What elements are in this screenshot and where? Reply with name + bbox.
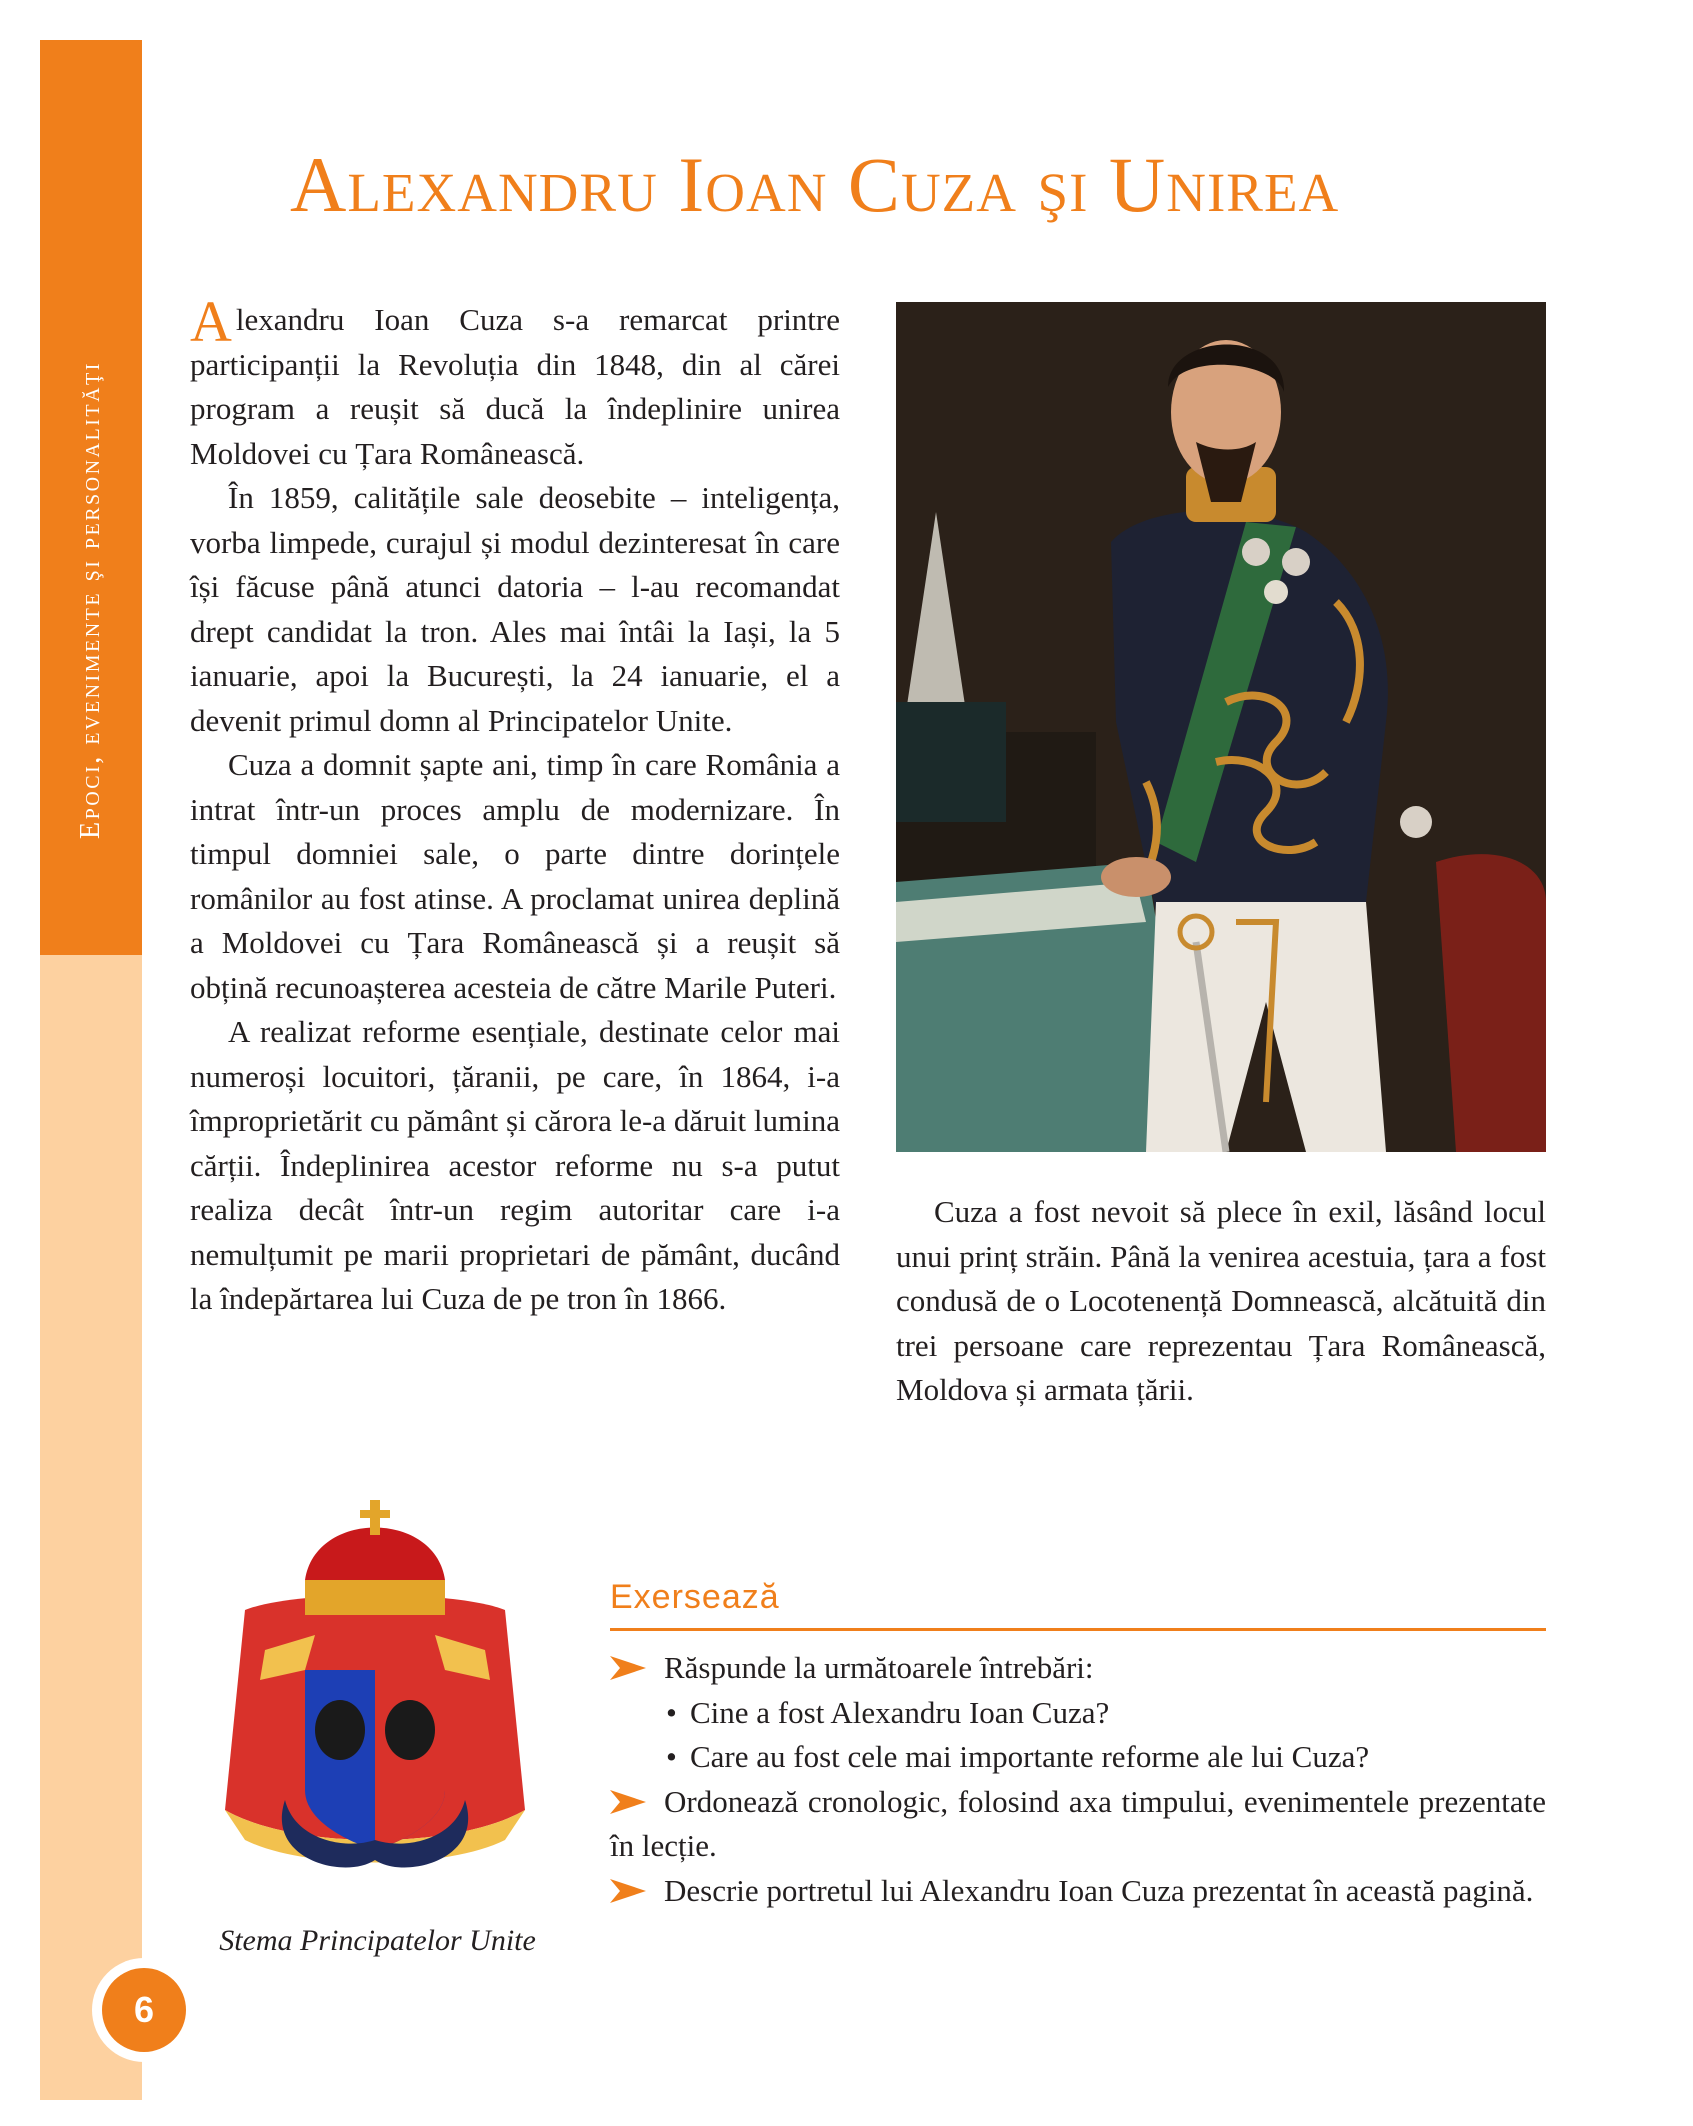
portrait-illustration [896, 302, 1546, 1152]
exercise-divider [610, 1628, 1546, 1631]
exercise-item-1 [610, 1646, 1546, 1691]
exercise-list [610, 1646, 1546, 1913]
sidebar-light [40, 955, 142, 2100]
coat-of-arms-illustration [205, 1500, 545, 1910]
question-2-text: Care au fost cele mai importante reforme ale lui Cuza? [690, 1739, 1370, 1774]
paragraph-4: A realizat reforme esențiale, destinate celor mai numeroși locuitori, țăranii, pe care, în 1864, i-a împroprietărit cu pământ și cărora le-a dăruit lumina cărții. Îndeplinirea acestor reforme nu s-a putut realiza decât într-un regim autoritar care i-a nemulțumit pe marii proprietari de pământ, ducând la îndepărtarea lui Cuza de pe tron în 1866. [190, 1014, 840, 1316]
arrow-bullet-icon [610, 1790, 646, 1814]
drop-cap: A [190, 289, 232, 354]
page-title: Alexandru Ioan Cuza şi Unirea [290, 141, 1340, 228]
exercise-item-1-text: Răspunde la următoarele întrebări: [664, 1650, 1094, 1685]
paragraph-2: În 1859, calitățile sale deosebite – inteligența, vorba limpede, curajul și modul dezinteresat în care își făcuse până atunci datoria – l-au recomandat drept candidat la tron. Ales mai întâi la Iași, la 5 ianuarie, apoi la București, la 24 ianuarie, el a devenit primul domn al Principatelor Unite. [190, 480, 840, 738]
paragraph-5: Cuza a fost nevoit să plece în exil, lăsând locul unui prinț străin. Până la venirea acestuia, țara a fost condusă de o Locotenență Domnească, alcătuită din trei persoane care reprezentau Țara Românească, Moldova și armata țării. [896, 1194, 1546, 1407]
arrow-bullet-icon [610, 1656, 646, 1680]
exercise-item-2 [610, 1780, 1546, 1869]
exercise-item-2-text: Ordonează cronologic, folosind axa timpului, evenimentele prezentate în lecție. [610, 1783, 1546, 1863]
body-text-left [190, 289, 840, 1322]
portrait-image [896, 302, 1546, 1152]
question-1-text: Cine a fost Alexandru Ioan Cuza? [690, 1694, 1110, 1730]
arrow-bullet-icon [610, 1879, 646, 1903]
exercise-heading: Exersează [610, 1578, 780, 1616]
question-2 [666, 1735, 1546, 1780]
body-text-right [896, 1190, 1546, 1413]
coat-of-arms-image [205, 1500, 545, 1910]
paragraph-1-text: lexandru Ioan Cuza s-a remarcat printre participanții la Revoluția din 1848, din al cărei program a reușit să ducă la îndeplinire unirea Moldovei cu Țara Românească. [190, 302, 840, 471]
question-1 [666, 1691, 1546, 1736]
paragraph-1 [190, 289, 840, 476]
coat-of-arms-caption: Stema Principatelor Unite [219, 1924, 536, 1957]
bullet-icon: • [666, 1694, 677, 1730]
bullet-icon: • [666, 1739, 677, 1774]
page-number: 6 [102, 1968, 186, 2052]
exercise-item-3 [610, 1869, 1546, 1914]
section-label: Epoci, evenimente şi personalităţi [75, 361, 106, 839]
paragraph-3: Cuza a domnit șapte ani, timp în care România a intrat într-un proces amplu de modernizare. În timpul domniei sale, o parte dintre dorințele românilor au fost atinse. A proclamat unirea deplină a Moldovei cu Țara Românească și a reușit să obțină recunoașterea acesteia de către Marile Puteri. [190, 747, 840, 1005]
exercise-item-3-text: Descrie portretul lui Alexandru Ioan Cuza prezentat în această pagină. [664, 1872, 1534, 1908]
